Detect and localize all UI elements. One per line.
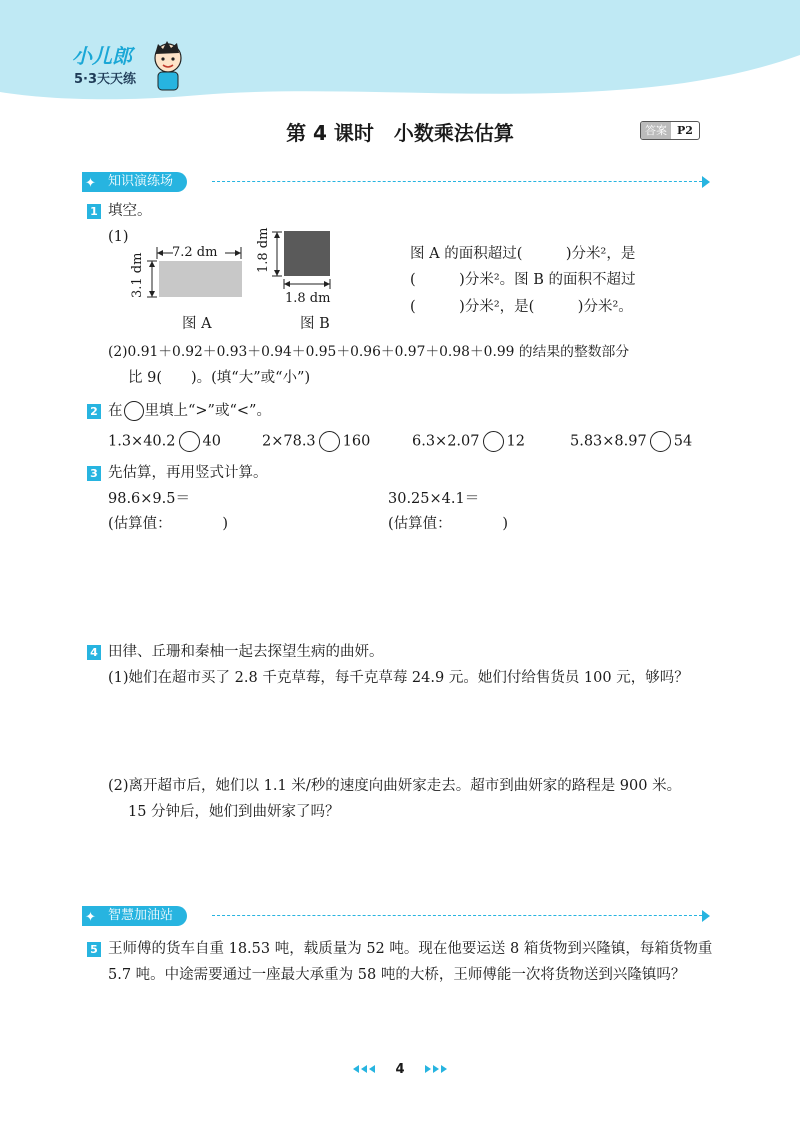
figB-height-label: 1.8 dm: [256, 227, 271, 273]
page-number: 4: [395, 1062, 405, 1077]
q5-line2: 5.7 吨。中途需要通过一座最大承重为 58 吨的大桥，王师傅能一次将货物送到兴隆镇吗？: [108, 967, 686, 983]
q1-line2: ( )分米²。图 B 的面积不超过: [410, 272, 636, 288]
q4-sub1: (1)她们在超市买了 2.8 千克草莓，每千克草莓 24.9 元。她们付给售货员 100 元，够吗？: [108, 670, 689, 686]
q2-item-2: [262, 431, 370, 452]
figA-width-arrow: [155, 246, 245, 260]
figA-height-arrow: [146, 259, 158, 299]
q2-stem: [108, 401, 271, 421]
question-number: 4: [87, 645, 101, 660]
question-number: 1: [87, 204, 101, 219]
q2-item-1: [108, 431, 221, 452]
answer-circle[interactable]: [483, 431, 504, 452]
figB-caption: 图 B: [300, 316, 330, 332]
q2-item-3: [412, 431, 525, 452]
q1-sub2-line2: 比 9( )。(填“大”或“小”): [128, 370, 311, 386]
q3-est2: (估算值： ): [388, 516, 509, 532]
q2-item-4: [570, 431, 692, 452]
q4-sub2-line2: 15 分钟后，她们到曲妍家了吗？: [128, 804, 340, 820]
q3-est1: (估算值： ): [108, 516, 229, 532]
q2-item-right: 160: [342, 433, 371, 450]
q1-line1: 图 A 的面积超过( )分米²，是: [410, 246, 636, 262]
q3-expr2: 30.25×4.1＝: [388, 491, 480, 507]
q5-line1: 王师傅的货车自重 18.53 吨，载质量为 52 吨。现在他要运送 8 箱货物到兴隆镇，每箱货物重: [108, 941, 713, 957]
circle-icon: [124, 401, 144, 421]
answer-circle[interactable]: [319, 431, 340, 452]
q2-stem-pre: 在: [108, 403, 123, 419]
figA-caption: 图 A: [182, 316, 212, 332]
q2-item-left: 5.83×8.97: [570, 433, 647, 450]
q1-sub1-label: (1): [108, 229, 129, 245]
section-star-icon: [84, 908, 102, 924]
q4-stem: 田律、丘珊和秦柚一起去探望生病的曲妍。: [108, 644, 384, 660]
section-arrow-icon: [702, 910, 710, 922]
q2-item-left: 6.3×2.07: [412, 433, 480, 450]
figure-a-rectangle: [159, 261, 242, 297]
figB-height-arrow: [271, 230, 283, 278]
brand-title: 小儿郎: [72, 44, 132, 68]
section-arrow-icon: [702, 176, 710, 188]
section-title-practice: 知识演练场: [108, 174, 174, 189]
figA-width-label: 7.2 dm: [172, 245, 218, 260]
figure-b-square: [284, 231, 330, 276]
q1-line3: ( )分米²，是( )分米²。: [410, 299, 633, 315]
brand-logo: [70, 40, 190, 95]
question-number: 2: [87, 404, 101, 419]
figA-height-label: 3.1 dm: [130, 252, 145, 298]
question-number: 5: [87, 942, 101, 957]
svg-text:✦: ✦: [85, 910, 96, 924]
section-star-icon: [84, 174, 102, 190]
section-divider: [212, 915, 702, 916]
q1-stem: 填空。: [108, 203, 152, 219]
question-number: 3: [87, 466, 101, 481]
next-page-icon: [423, 1062, 447, 1077]
q3-stem: 先估算，再用竖式计算。: [108, 465, 268, 481]
answer-tag-label: 答案: [641, 122, 671, 139]
mascot-boy-icon: [148, 40, 188, 92]
q2-item-left: 2×78.3: [262, 433, 316, 450]
q2-item-right: 40: [202, 433, 221, 450]
answer-circle[interactable]: [650, 431, 671, 452]
section-title-wisdom: 智慧加油站: [108, 908, 174, 923]
q2-stem-post: 里填上“>”或“<”。: [144, 403, 271, 419]
q1-sub2-line1: (2)0.91＋0.92＋0.93＋0.94＋0.95＋0.96＋0.97＋0.98＋0.99 的结果的整数部分: [108, 344, 630, 360]
prev-page-icon: [353, 1062, 377, 1077]
svg-text:✦: ✦: [85, 176, 96, 190]
q3-expr1: 98.6×9.5＝: [108, 491, 190, 507]
answer-tag[interactable]: [640, 121, 700, 140]
lesson-title: 第 4 课时 小数乘法估算: [286, 121, 514, 145]
q4-sub2-line1: (2)离开超市后，她们以 1.1 米/秒的速度向曲妍家走去。超市到曲妍家的路程是 900 米。: [108, 778, 682, 794]
q2-item-right: 12: [506, 433, 525, 450]
brand-subtitle: 5·3天天练: [74, 72, 137, 87]
page-footer: [0, 1062, 800, 1078]
answer-tag-page: P2: [677, 124, 693, 137]
answer-circle[interactable]: [179, 431, 200, 452]
q2-item-right: 54: [673, 433, 693, 450]
figB-width-label: 1.8 dm: [285, 291, 331, 306]
section-divider: [212, 181, 702, 182]
q2-item-left: 1.3×40.2: [108, 433, 176, 450]
